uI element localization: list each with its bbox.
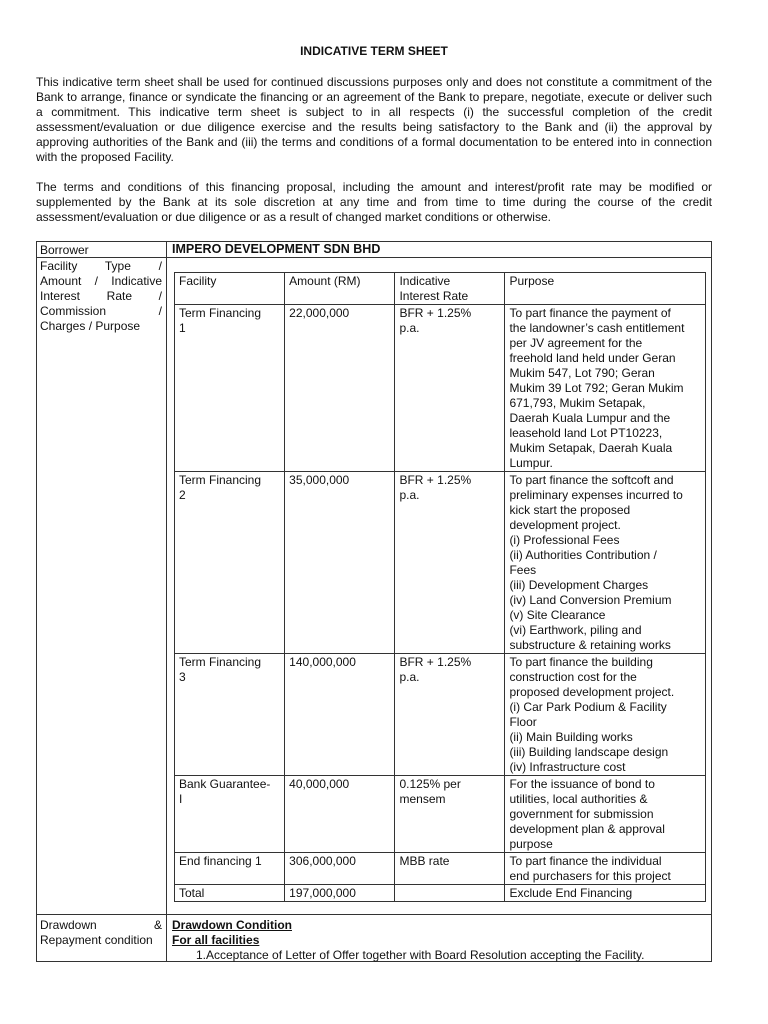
amount-cell: 40,000,000: [285, 776, 395, 853]
row-divider: [36, 257, 712, 258]
drawdown-condition-item: 1.Acceptance of Letter of Offer together with Board Resolution accepting the Facility.: [196, 948, 645, 962]
facility-section-label: [40, 259, 162, 334]
table-row: [175, 776, 706, 853]
rate-cell: BFR + 1.25% p.a.: [395, 305, 505, 472]
facility-cell: End financing 1: [175, 853, 285, 885]
drawdown-condition-title: Drawdown Condition: [172, 918, 292, 932]
facility-label-line: Facility Type /: [40, 259, 162, 273]
facility-cell: Total: [175, 885, 285, 902]
table-row: [175, 472, 706, 654]
column-divider: [166, 241, 167, 962]
facility-label-line: Interest Rate /: [40, 289, 162, 303]
header-interest-rate: Indicative Interest Rate: [395, 273, 505, 305]
facility-cell: Bank Guarantee- I: [175, 776, 285, 853]
facility-label-line: Charges / Purpose: [40, 319, 141, 333]
borrower-name: IMPERO DEVELOPMENT SDN BHD: [172, 242, 381, 256]
rate-cell: 0.125% per mensem: [395, 776, 505, 853]
document-title: INDICATIVE TERM SHEET: [300, 44, 448, 58]
purpose-cell: To part finance the building construction cost for the proposed development project. (i) Car Park Podium & Facility Floor (ii) Main Building works (iii) Building landscape design (iv) Infrastructure cost: [505, 654, 706, 776]
header-purpose: Purpose: [505, 273, 706, 305]
amount-cell: 197,000,000: [285, 885, 395, 902]
purpose-cell: To part finance the payment of the landowner’s cash entitlement per JV agreement for the freehold land held under Geran Mukim 547, Lot 790; Geran Mukim 39 Lot 792; Geran Mukim 671,793, Mukim Setapak, Daerah Kuala Lumpur and the leasehold land Lot PT10223, Mukim Setapak, Daerah Kuala Lumpur.: [505, 305, 706, 472]
amount-cell: 140,000,000: [285, 654, 395, 776]
table-row: [175, 305, 706, 472]
total-row: [175, 885, 706, 902]
rate-cell: MBB rate: [395, 853, 505, 885]
amount-cell: 22,000,000: [285, 305, 395, 472]
borrower-label: Borrower: [40, 243, 89, 257]
amount-cell: 306,000,000: [285, 853, 395, 885]
table-row: [175, 853, 706, 885]
drawdown-label-line: Repayment condition: [40, 933, 153, 947]
amount-cell: 35,000,000: [285, 472, 395, 654]
facility-table: [174, 272, 706, 902]
facility-table-header: [175, 273, 706, 305]
table-row: [175, 654, 706, 776]
disclaimer-paragraph-1: This indicative term sheet shall be used for continued discussions purposes only and does not constitute a commitment of the Bank to arrange, finance or syndicate the financing or an agreement of the Bank to prepare, negotiate, execute or deliver such a commitment. This indicative term sheet is subject to in all respects (i) the successful completion of the credit assessment/evaluation or due diligence exercise and the results being satisfactory to the Bank and (ii) the approval by approving authorities of the Bank and (iii) the terms and conditions of a formal documentation to be entered into in connection with the proposed Facility.: [36, 75, 712, 164]
purpose-cell: To part finance the softcoft and preliminary expenses incurred to kick start the proposed development project. (i) Professional Fees (ii) Authorities Contribution / Fees (iii) Development Charges (iv) Land Conversion Premium (v) Site Clearance (vi) Earthwork, piling and substructure & retaining works: [505, 472, 706, 654]
purpose-cell: Exclude End Financing: [505, 885, 706, 902]
facility-cell: Term Financing 3: [175, 654, 285, 776]
rate-cell: [395, 885, 505, 902]
drawdown-section-label: [40, 918, 162, 948]
row-divider: [36, 914, 712, 915]
purpose-cell: For the issuance of bond to utilities, local authorities & government for submission development plan & approval purpose: [505, 776, 706, 853]
header-facility: Facility: [175, 273, 285, 305]
facility-cell: Term Financing 1: [175, 305, 285, 472]
rate-cell: BFR + 1.25% p.a.: [395, 654, 505, 776]
drawdown-condition-subtitle: For all facilities: [172, 933, 260, 947]
disclaimer-paragraph-2: The terms and conditions of this financing proposal, including the amount and interest/profit rate may be modified or supplemented by the Bank at its sole discretion at any time and from time to time during the course of the credit assessment/evaluation or due diligence or as a result of changed market conditions or otherwise.: [36, 180, 712, 224]
facility-cell: Term Financing 2: [175, 472, 285, 654]
facility-label-line: Amount / Indicative: [40, 274, 162, 288]
rate-cell: BFR + 1.25% p.a.: [395, 472, 505, 654]
drawdown-label-line: Drawdown &: [40, 918, 162, 932]
facility-label-line: Commission /: [40, 304, 162, 318]
purpose-cell: To part finance the individual end purchasers for this project: [505, 853, 706, 885]
header-amount: Amount (RM): [285, 273, 395, 305]
